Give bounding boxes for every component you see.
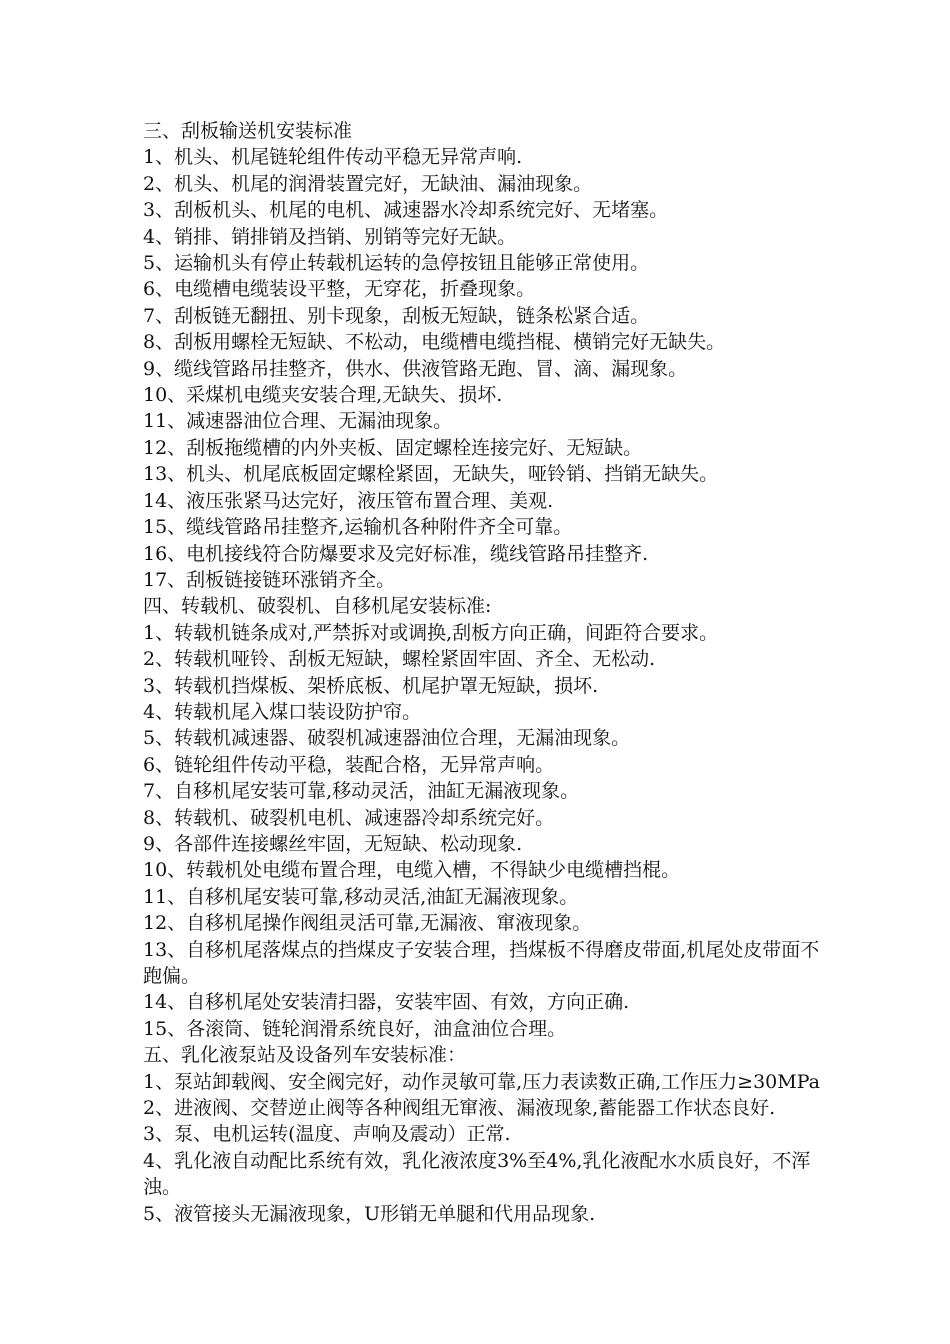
list-item: 15、缆线管路吊挂整齐,运输机各种附件齐全可靠。 — [143, 516, 573, 539]
list-item: 13、自移机尾落煤点的挡煤皮子安装合理，挡煤板不得磨皮带面,机尾处皮带面不跑偏。 — [143, 938, 820, 987]
list-item: 15、各滚筒、链轮润滑系统良好，油盒油位合理。 — [143, 1017, 567, 1040]
section-heading-scraper-conveyor: 三、刮板输送机安装标准 — [143, 120, 353, 142]
list-item: 1、泵站卸载阀、安全阀完好，动作灵敏可靠,压力表读数正确,工作压力≥30MPa — [143, 1070, 820, 1093]
list-item: 4、转载机尾入煤口装设防护帘。 — [143, 700, 422, 723]
list-item: 14、液压张紧马达完好，液压管布置合理、美观. — [143, 489, 554, 512]
list-item: 4、销排、销排销及挡销、别销等完好无缺。 — [143, 225, 517, 248]
list-item: 3、泵、电机运转(温度、声响及震动）正常. — [143, 1123, 511, 1146]
section-heading-emulsion-pump-station: 五、乳化液泵站及设备列车安装标准： — [143, 1044, 467, 1067]
list-item: 8、转载机、破裂机电机、减速器冷却系统完好。 — [143, 806, 555, 829]
list-item: 9、各部件连接螺丝牢固，无短缺、松动现象. — [143, 832, 523, 855]
list-item: 12、自移机尾操作阀组灵活可靠,无漏液、窜液现象。 — [143, 912, 592, 935]
list-item: 10、采煤机电缆夹安装合理,无缺失、损坏. — [143, 384, 503, 407]
list-item: 3、转载机挡煤板、架桥底板、机尾护罩无短缺，损坏. — [143, 674, 599, 697]
list-item: 13、机头、机尾底板固定螺栓紧固，无缺失，哑铃销、挡销无缺失。 — [143, 463, 719, 486]
list-item: 6、电缆槽电缆装设平整，无穿花，折叠现象。 — [143, 278, 536, 301]
list-item: 11、自移机尾安装可靠,移动灵活,油缸无漏液现象。 — [143, 885, 579, 908]
list-item: 14、自移机尾处安装清扫器，安装牢固、有效，方向正确. — [143, 991, 630, 1014]
list-item: 2、转载机哑铃、刮板无短缺，螺栓紧固牢固、齐全、无松动. — [143, 648, 656, 671]
list-item: 12、刮板拖缆槽的内外夹板、固定螺栓连接完好、无短缺。 — [143, 436, 643, 459]
list-item: 10、转载机处电缆布置合理，电缆入槽，不得缺少电缆槽挡棍。 — [143, 859, 681, 882]
list-item: 2、进液阀、交替逆止阀等各种阀组无窜液、漏液现象,蓄能器工作状态良好. — [143, 1097, 776, 1120]
list-item: 16、电机接线符合防爆要求及完好标准，缆线管路吊挂整齐. — [143, 542, 649, 565]
document-body — [143, 118, 823, 1227]
list-item: 8、刮板用螺栓无短缺、不松动，电缆槽电缆挡棍、横销完好无缺失。 — [143, 331, 726, 354]
list-item: 5、运输机头有停止转载机运转的急停按钮且能够正常使用。 — [143, 252, 650, 275]
list-item: 7、刮板链无翻扭、别卡现象，刮板无短缺，链条松紧合适。 — [143, 304, 650, 327]
list-item: 1、转载机链条成对,严禁拆对或调换,刮板方向正确，间距符合要求。 — [143, 621, 719, 644]
list-item: 17、刮板链接链环涨销齐全。 — [143, 568, 396, 591]
list-item: 7、自移机尾安装可靠,移动灵活，油缸无漏液现象。 — [143, 780, 580, 803]
section-heading-transfer-machine: 四、转载机、破裂机、自移机尾安装标准: — [143, 595, 492, 618]
list-item: 2、机头、机尾的润滑装置完好，无缺油、漏油现象。 — [143, 172, 593, 195]
list-item: 1、机头、机尾链轮组件传动平稳无异常声响. — [143, 146, 523, 169]
list-item: 4、乳化液自动配比系统有效，乳化液浓度3%至4%,乳化液配水水质良好，不浑浊。 — [143, 1149, 811, 1199]
list-item: 9、缆线管路吊挂整齐，供水、供液管路无跑、冒、滴、漏现象。 — [143, 357, 688, 380]
list-item: 5、转载机减速器、破裂机减速器油位合理，无漏油现象。 — [143, 727, 631, 750]
list-item: 11、减速器油位合理、无漏油现象。 — [143, 410, 453, 433]
list-item: 5、液管接头无漏液现象，U形销无单腿和代用品现象. — [143, 1202, 596, 1225]
list-item: 6、链轮组件传动平稳，装配合格，无异常声响。 — [143, 753, 555, 776]
list-item: 3、刮板机头、机尾的电机、减速器水冷却系统完好、无堵塞。 — [143, 199, 669, 222]
